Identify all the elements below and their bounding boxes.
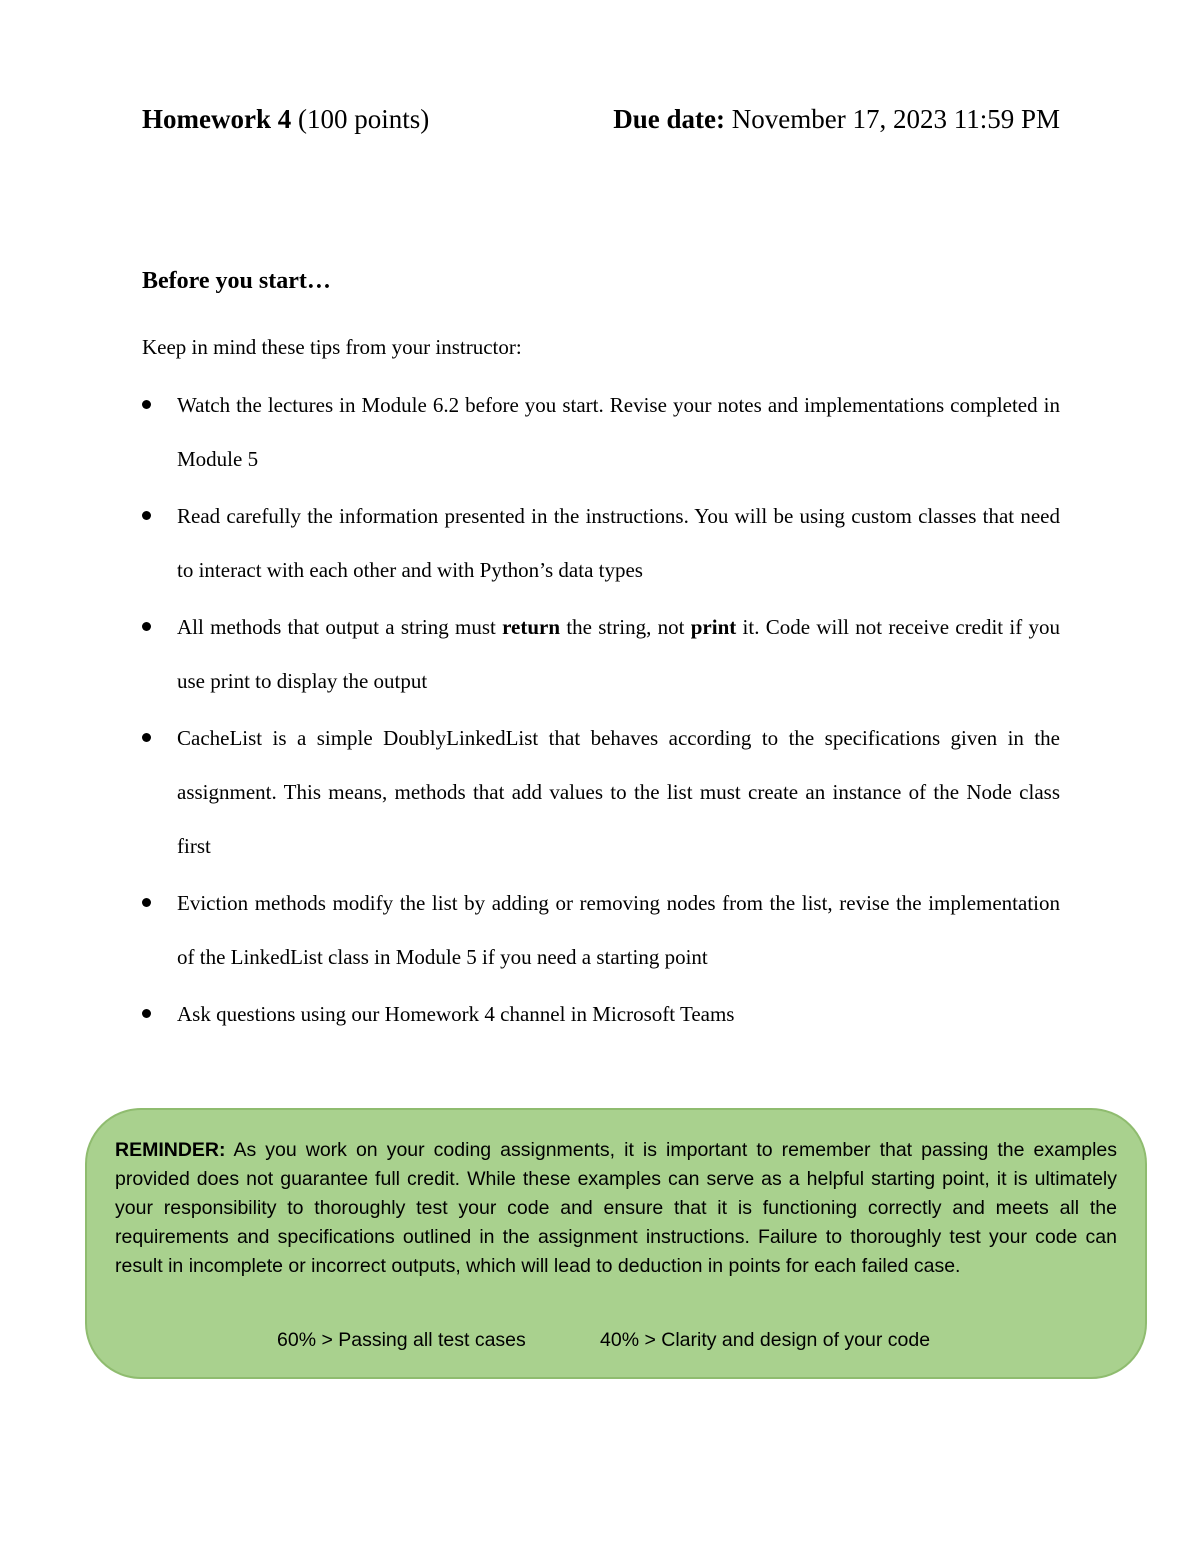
reminder-body [115, 1136, 1117, 1281]
tip-text: Ask questions using our Homework 4 channel in Microsoft Teams [177, 1002, 735, 1026]
intro-text: Keep in mind these tips from your instructor: [142, 335, 522, 359]
reminder-text: As you work on your coding assignments, it is important to remember that passing the examples provided does not guarantee full credit. While these examples can serve as a helpful starting point, it is ultimately your responsibility to thoroughly test your code and ensure that it is functioning correctly and meets all the requirements and specifications outlined in the assignment instructions. Failure to thoroughly test your code can result in incomplete or incorrect outputs, which will lead to deduction in points for each failed case. [115, 1139, 1117, 1277]
tip-text: Read carefully the information presented in the instructions. You will be using custom classes that need to interact with each other and with Python’s data types [177, 504, 1060, 582]
tips-list [142, 378, 1060, 1044]
tip-text: Eviction methods modify the list by adding or removing nodes from the list, revise the implementation of the LinkedList class in Module 5 if you need a starting point [177, 891, 1060, 969]
bullet-icon [142, 733, 151, 742]
list-item [142, 987, 1060, 1041]
tip-text: Watch the lectures in Module 6.2 before you start. Revise your notes and implementations completed in Module 5 [177, 393, 1060, 471]
homework-title: Homework 4 [142, 104, 292, 134]
due-date-line [613, 104, 1060, 135]
reminder-box [85, 1108, 1147, 1379]
reminder-label: REMINDER: [115, 1139, 226, 1161]
tip-bold-return: return [502, 615, 561, 639]
tip-text-part: the string, not [560, 615, 691, 639]
grading-code-design: 40% > Clarity and design of your code [600, 1329, 931, 1351]
bullet-icon [142, 898, 151, 907]
tip-text-part: it. Code will not receive credit if you use print to display the output [177, 615, 1060, 693]
document-header [142, 104, 1060, 144]
list-item [142, 876, 1060, 984]
tip-text-part: All methods that output a string must [177, 615, 503, 639]
grading-breakdown [87, 1326, 1145, 1356]
section-title: Before you start… [142, 268, 331, 294]
list-item [142, 711, 1060, 873]
tip-bold-print: print [690, 615, 737, 639]
bullet-icon [142, 511, 151, 520]
bullet-icon [142, 622, 151, 631]
due-date-value: November 17, 2023 11:59 PM [725, 104, 1060, 134]
list-item [142, 600, 1060, 708]
homework-title-line [142, 104, 429, 135]
grading-test-cases: 60% > Passing all test cases [277, 1329, 526, 1351]
bullet-icon [142, 1009, 151, 1018]
list-item [142, 489, 1060, 597]
bullet-icon [142, 400, 151, 409]
list-item [142, 378, 1060, 486]
due-date-label: Due date: [613, 104, 726, 134]
tip-text: CacheList is a simple DoublyLinkedList that behaves according to the specifications given in the assignment. This means, methods that add values to the list must create an instance of the Node class first [177, 726, 1060, 858]
homework-points: (100 points) [291, 104, 430, 134]
